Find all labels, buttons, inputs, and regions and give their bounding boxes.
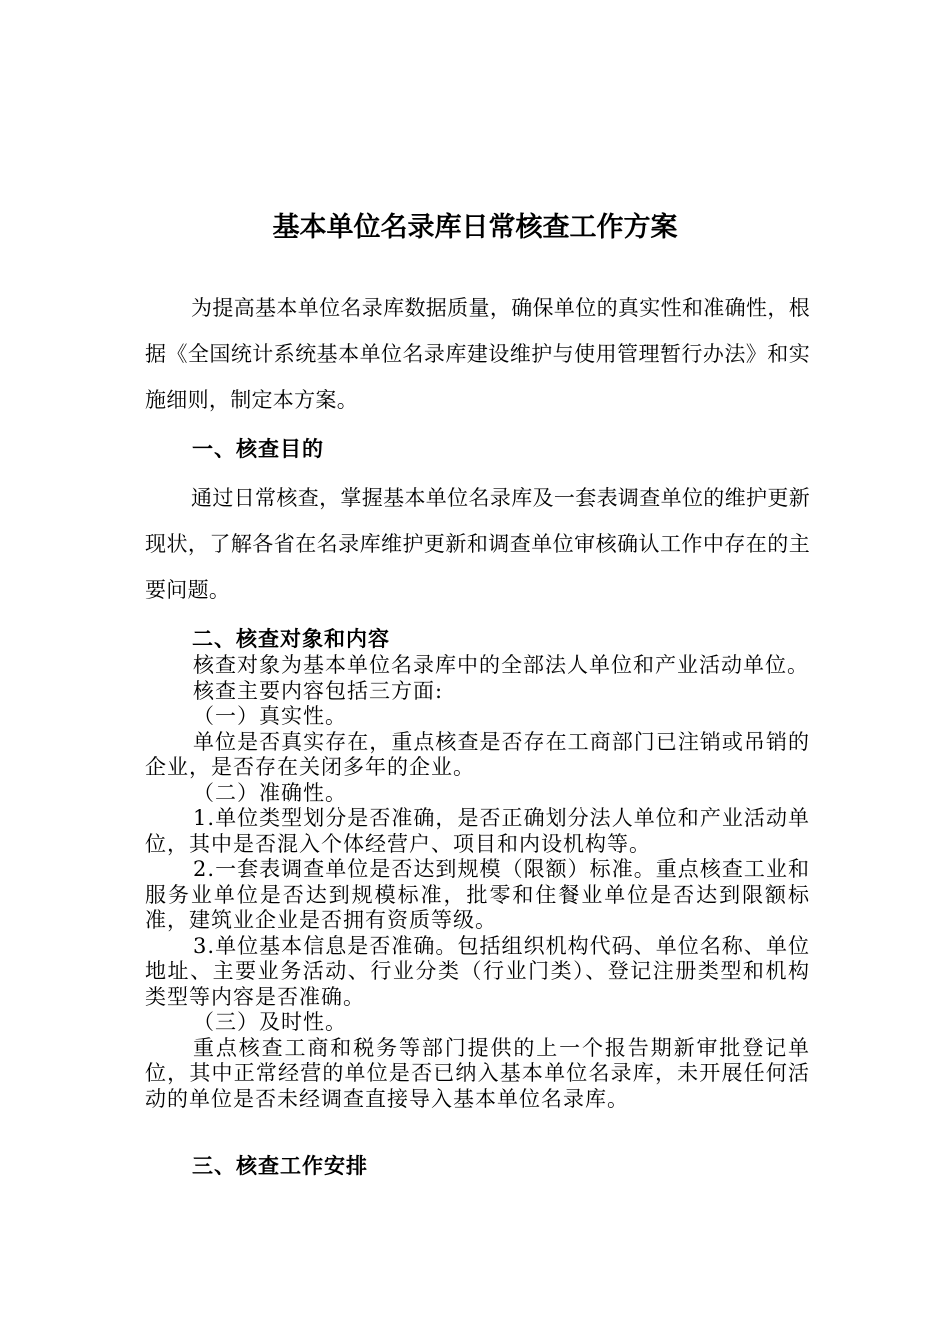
section-2-paragraph: 核查对象为基本单位名录库中的全部法人单位和产业活动单位。 — [193, 653, 809, 677]
section-2-heading: 二、核查对象和内容 — [192, 626, 390, 651]
section-3-heading: 三、核查工作安排 — [192, 1153, 368, 1178]
section-1-body: 通过日常核查，掌握基本单位名录库及一套表调查单位的维护更新现状，了解各省在名录库维护更新和调查单位审核确认工作中存在的主要问题。 — [145, 486, 810, 602]
subheading-authenticity: （一）真实性。 — [193, 704, 347, 728]
section-2-body — [145, 653, 810, 1112]
list-item: 3.单位基本信息是否准确。包括组织机构代码、单位名称、单位地址、主要业务活动、行业分类（行业门类）、登记注册类型和机构类型等内容是否准确。 — [145, 933, 810, 1009]
subheading-accuracy: （二）准确性。 — [193, 780, 347, 805]
subheading-timeliness: （三）及时性。 — [193, 1010, 347, 1034]
list-item: 2.一套表调查单位是否达到规模（限额）标准。重点核查工业和服务业单位是否达到规模标准，批零和住餐业单位是否达到限额标准，建筑业企业是否拥有资质等级。 — [145, 857, 810, 932]
list-item: 1.单位类型划分是否准确，是否正确划分法人单位和产业活动单位，其中是否混入个体经营户、项目和内设机构等。 — [145, 806, 810, 856]
section-2-paragraph: 单位是否真实存在，重点核查是否存在工商部门已注销或吊销的企业，是否存在关闭多年的企业。 — [145, 729, 810, 779]
document-title: 基本单位名录库日常核查工作方案 — [272, 212, 678, 243]
intro-paragraph: 为提高基本单位名录库数据质量，确保单位的真实性和准确性，根据《全国统计系统基本单位名录库建设维护与使用管理暂行办法》和实施细则，制定本方案。 — [145, 296, 810, 412]
section-2-paragraph: 重点核查工商和税务等部门提供的上一个报告期新审批登记单位，其中正常经营的单位是否已纳入基本单位名录库，未开展任何活动的单位是否未经调查直接导入基本单位名录库。 — [145, 1035, 810, 1111]
section-1-heading: 一、核查目的 — [192, 436, 324, 461]
section-2-paragraph: 核查主要内容包括三方面: — [193, 678, 444, 703]
